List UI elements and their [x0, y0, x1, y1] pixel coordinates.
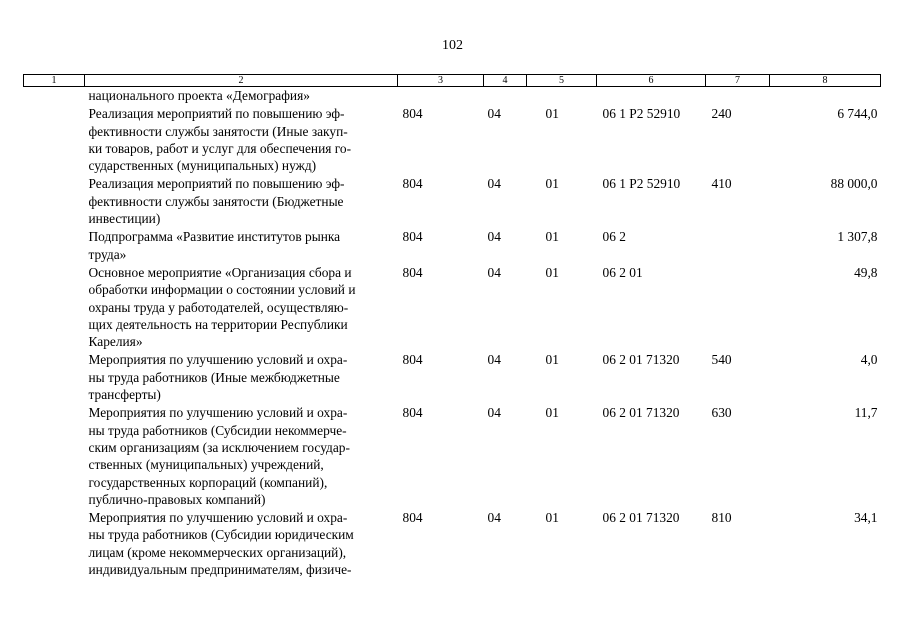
target-article-cell	[597, 87, 706, 105]
section-code-cell: 04	[487, 264, 501, 280]
ministry-code-cell: 804	[402, 510, 423, 526]
expense-name-line: фективности службы занятости (Иные закуп-	[88, 123, 348, 139]
expense-name-cell	[85, 263, 398, 350]
target-article-cell: 06 2 01 71320	[602, 405, 680, 421]
row-number-cell	[24, 87, 85, 105]
table-row	[24, 104, 881, 174]
row-number-cell	[24, 104, 85, 174]
expense-name-line: Реализация мероприятий по повышению эф-	[88, 176, 345, 192]
expense-name-line: ны труда работников (Субсидии некоммерче-	[88, 422, 347, 438]
row-number-cell	[24, 403, 85, 508]
expense-name-line: национального проекта «Демография»	[88, 88, 310, 103]
amount-cell: 88 000,0	[830, 176, 878, 192]
amount-cell: 6 744,0	[837, 106, 878, 122]
expense-name-line: Мероприятия по улучшению условий и охра-	[88, 405, 348, 421]
expense-name-line: фективности службы занятости (Бюджетные	[88, 193, 344, 209]
expense-name-line: обработки информации о состоянии условий и	[88, 282, 356, 298]
expense-type-cell: 630	[711, 405, 732, 421]
expense-name-line: сударственных (муниципальных) нужд)	[88, 158, 317, 174]
table-row	[24, 403, 881, 508]
target-article-cell: 06 2 01 71320	[602, 352, 680, 368]
expense-name-line: щих деятельность на территории Республики	[88, 316, 348, 332]
expense-name-line: публично-правовых компаний)	[88, 491, 266, 507]
column-header-7: 7	[706, 75, 770, 87]
target-article-cell: 06 1 Р2 52910	[602, 176, 681, 192]
expense-name-line: Карелия»	[88, 334, 143, 350]
expense-name-line: ны труда работников (Субсидии юридическим	[88, 527, 354, 543]
expense-type-cell	[706, 87, 770, 105]
section-code-cell: 04	[487, 352, 501, 368]
expense-name-line: инвестиции)	[88, 211, 161, 227]
expense-type-cell: 540	[711, 352, 732, 368]
row-number-cell	[24, 174, 85, 227]
target-article-cell: 06 2 01	[602, 264, 643, 280]
target-article-cell: 06 2	[602, 229, 626, 245]
ministry-code-cell: 804	[402, 176, 423, 192]
expense-name-line: Реализация мероприятий по повышению эф-	[88, 106, 345, 122]
expense-name-line: индивидуальным предпринимателям, физиче-	[88, 562, 352, 578]
ministry-code-cell: 804	[402, 352, 423, 368]
subsection-code-cell: 01	[545, 405, 559, 421]
column-header-2: 2	[85, 75, 398, 87]
column-header-5: 5	[527, 75, 597, 87]
ministry-code-cell	[398, 87, 484, 105]
amount-cell: 4,0	[860, 352, 878, 368]
expense-name-line: государственных корпораций (компаний),	[88, 474, 328, 490]
subsection-code-cell: 01	[545, 264, 559, 280]
subsection-code-cell: 01	[545, 176, 559, 192]
expense-name-line: трансферты)	[88, 387, 161, 403]
table-row	[24, 263, 881, 350]
expense-name-line: лицам (кроме некоммерческих организаций),	[88, 544, 347, 560]
expense-type-cell: 240	[711, 106, 732, 122]
ministry-code-cell: 804	[402, 106, 423, 122]
expense-name-line: Мероприятия по улучшению условий и охра-	[88, 352, 348, 368]
section-code-cell: 04	[487, 510, 501, 526]
expense-name-line: ским организациям (за исключением государ-	[88, 439, 350, 455]
section-code-cell: 04	[487, 229, 501, 245]
table-row	[24, 350, 881, 403]
expense-type-cell: 810	[711, 510, 732, 526]
expense-name-cell	[85, 350, 398, 403]
header-row	[24, 75, 881, 87]
row-number-cell	[24, 227, 85, 263]
amount-cell: 34,1	[854, 510, 878, 526]
expense-name-line: ны труда работников (Иные межбюджетные	[88, 369, 340, 385]
row-number-cell	[24, 508, 85, 578]
column-header-1: 1	[24, 75, 85, 87]
section-code-cell: 04	[487, 106, 501, 122]
subsection-code-cell: 01	[545, 229, 559, 245]
expense-name-line: Подпрограмма «Развитие институтов рынка	[88, 229, 341, 245]
target-article-cell: 06 2 01 71320	[602, 510, 680, 526]
expense-name-line: Основное мероприятие «Организация сбора и	[88, 264, 352, 280]
table-row	[24, 174, 881, 227]
expense-name-cell	[85, 508, 398, 578]
amount-cell: 11,7	[854, 405, 878, 421]
expense-name-cell	[85, 87, 398, 105]
expense-name-cell	[85, 227, 398, 263]
subsection-code-cell	[527, 87, 597, 105]
expense-type-cell: 410	[711, 176, 732, 192]
expense-name-cell	[85, 174, 398, 227]
expense-name-line: ственных (муниципальных) учреждений,	[88, 457, 324, 473]
table-header	[24, 75, 881, 87]
section-code-cell: 04	[487, 405, 501, 421]
subsection-code-cell: 01	[545, 106, 559, 122]
subsection-code-cell: 01	[545, 510, 559, 526]
expense-name-cell	[85, 104, 398, 174]
table-row	[24, 87, 881, 105]
section-code-cell: 04	[487, 176, 501, 192]
table-row	[24, 508, 881, 578]
expense-type-cell	[706, 263, 770, 350]
ministry-code-cell: 804	[402, 229, 423, 245]
amount-cell	[770, 87, 881, 105]
column-header-3: 3	[398, 75, 484, 87]
expense-type-cell	[706, 227, 770, 263]
subsection-code-cell: 01	[545, 352, 559, 368]
expense-name-line: ки товаров, работ и услуг для обеспечения го-	[88, 140, 352, 156]
expense-name-line: Мероприятия по улучшению условий и охра-	[88, 510, 348, 526]
row-number-cell	[24, 350, 85, 403]
column-header-4: 4	[484, 75, 527, 87]
target-article-cell: 06 1 Р2 52910	[602, 106, 681, 122]
table-body	[24, 87, 881, 579]
amount-cell: 1 307,8	[837, 229, 878, 245]
page-number: 102	[442, 38, 463, 53]
ministry-code-cell: 804	[402, 405, 423, 421]
budget-table	[23, 74, 881, 578]
column-header-8: 8	[770, 75, 881, 87]
table-row	[24, 227, 881, 263]
ministry-code-cell: 804	[402, 264, 423, 280]
expense-name-cell	[85, 403, 398, 508]
expense-name-line: труда»	[88, 246, 127, 262]
section-code-cell	[484, 87, 527, 105]
amount-cell: 49,8	[854, 264, 878, 280]
expense-name-line: охраны труда у работодателей, осуществляю-	[88, 299, 349, 315]
column-header-6: 6	[597, 75, 706, 87]
row-number-cell	[24, 263, 85, 350]
